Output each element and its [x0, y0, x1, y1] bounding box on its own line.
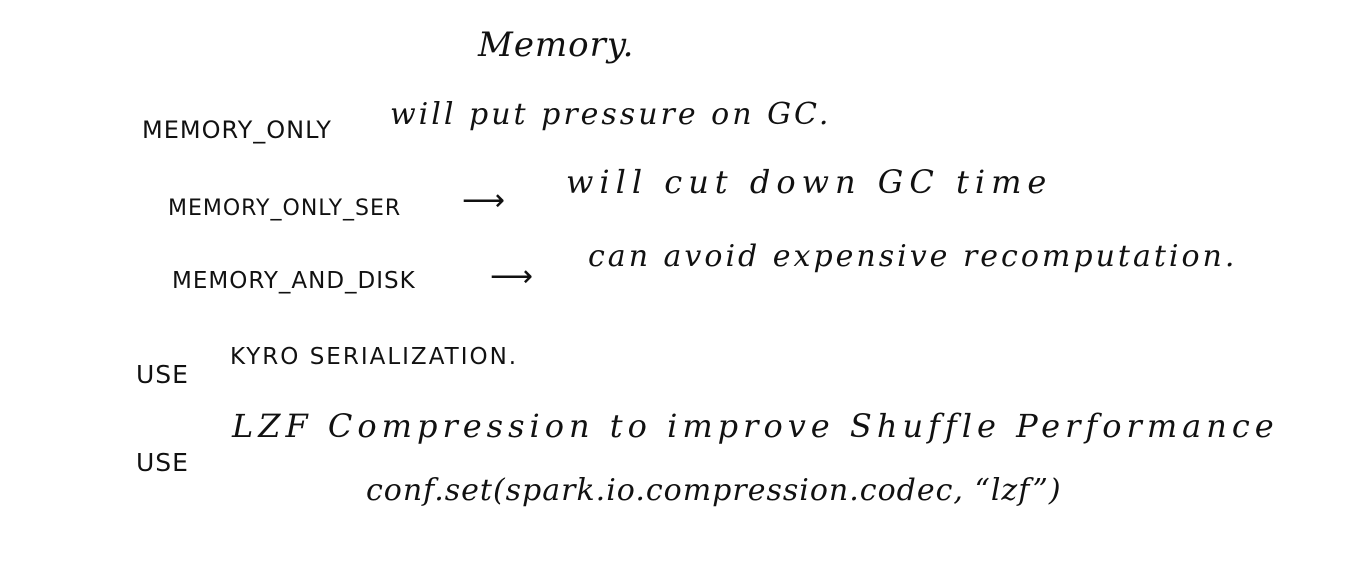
memory-and-disk-description: can avoid expensive recomputation. [588, 239, 1238, 274]
note-title: Memory. [478, 25, 635, 65]
lzf-compression-text: LZF Compression to improve Shuffle Performance [232, 407, 1279, 445]
lzf-use-label: USE [136, 448, 189, 477]
storage-level-memory-only-ser: MEMORY_ONLY_SER [168, 196, 402, 221]
kryo-use-label: USE [136, 360, 189, 389]
compression-codec-config: conf.set(spark.io.compression.codec, “lzf”) [366, 473, 1062, 508]
right-arrow-icon: ⟶ [490, 259, 534, 294]
storage-level-memory-only: MEMORY_ONLY [142, 116, 332, 144]
memory-only-ser-description: will cut down GC time [566, 163, 1053, 201]
storage-level-memory-and-disk: MEMORY_AND_DISK [172, 268, 416, 294]
right-arrow-icon: ⟶ [462, 183, 506, 218]
kryo-serialization-text: KYRO SERIALIZATION. [230, 344, 519, 370]
memory-only-description: will put pressure on GC. [390, 97, 832, 132]
